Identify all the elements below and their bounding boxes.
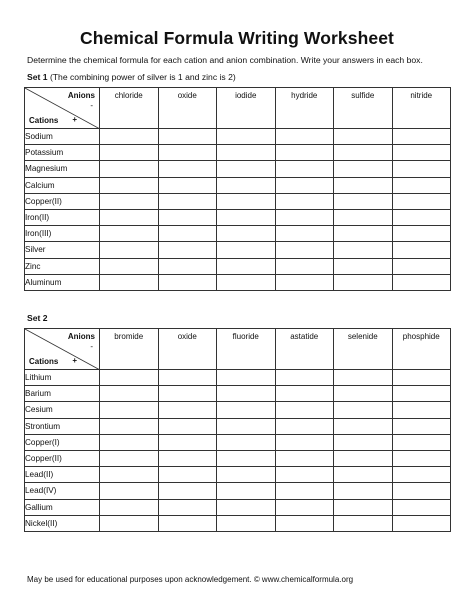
set2-table (24, 328, 451, 532)
answer-cell[interactable] (275, 129, 334, 145)
answer-cell[interactable] (217, 258, 276, 274)
answer-cell[interactable] (100, 274, 159, 290)
answer-cell[interactable] (217, 226, 276, 242)
answer-cell[interactable] (334, 499, 393, 515)
cation-label: Nickel(II) (25, 515, 100, 531)
answer-cell[interactable] (275, 434, 334, 450)
answer-cell[interactable] (334, 370, 393, 386)
answer-cell[interactable] (100, 386, 159, 402)
answer-cell[interactable] (392, 418, 451, 434)
answer-cell[interactable] (392, 226, 451, 242)
answer-cell[interactable] (158, 193, 217, 209)
cation-label: Iron(II) (25, 209, 100, 225)
cation-label: Cesium (25, 402, 100, 418)
answer-cell[interactable] (100, 402, 159, 418)
answer-cell[interactable] (158, 434, 217, 450)
answer-cell[interactable] (217, 386, 276, 402)
anion-header: iodide (217, 88, 276, 129)
cation-label: Strontium (25, 418, 100, 434)
answer-cell[interactable] (217, 161, 276, 177)
answer-cell[interactable] (217, 177, 276, 193)
answer-cell[interactable] (275, 450, 334, 466)
answer-cell[interactable] (392, 177, 451, 193)
set2-heading (27, 313, 48, 323)
answer-cell[interactable] (334, 242, 393, 258)
answer-cell[interactable] (334, 402, 393, 418)
answer-cell[interactable] (392, 402, 451, 418)
answer-cell[interactable] (275, 161, 334, 177)
answer-cell[interactable] (334, 177, 393, 193)
anion-header: phosphide (392, 329, 451, 370)
cation-label: Silver (25, 242, 100, 258)
answer-cell[interactable] (392, 370, 451, 386)
answer-cell[interactable] (158, 145, 217, 161)
corner-cell (25, 329, 100, 370)
answer-cell[interactable] (217, 418, 276, 434)
table-row (25, 467, 451, 483)
answer-cell[interactable] (158, 450, 217, 466)
answer-cell[interactable] (100, 177, 159, 193)
answer-cell[interactable] (392, 129, 451, 145)
answer-cell[interactable] (334, 209, 393, 225)
cation-label: Aluminum (25, 274, 100, 290)
answer-cell[interactable] (334, 193, 393, 209)
cation-label: Calcium (25, 177, 100, 193)
answer-cell[interactable] (275, 402, 334, 418)
answer-cell[interactable] (158, 515, 217, 531)
set1-label: Set 1 (27, 72, 48, 82)
answer-cell[interactable] (100, 418, 159, 434)
answer-cell[interactable] (275, 274, 334, 290)
answer-cell[interactable] (217, 467, 276, 483)
answer-cell[interactable] (275, 499, 334, 515)
corner-anions-label: Anions (67, 91, 95, 100)
answer-cell[interactable] (158, 177, 217, 193)
answer-cell[interactable] (334, 450, 393, 466)
answer-cell[interactable] (100, 499, 159, 515)
answer-cell[interactable] (334, 145, 393, 161)
table-row (25, 209, 451, 225)
table-row (25, 226, 451, 242)
anion-header: hydride (275, 88, 334, 129)
answer-cell[interactable] (100, 226, 159, 242)
answer-cell[interactable] (275, 242, 334, 258)
answer-cell[interactable] (334, 258, 393, 274)
answer-cell[interactable] (275, 145, 334, 161)
cation-label: Zinc (25, 258, 100, 274)
answer-cell[interactable] (217, 242, 276, 258)
table-row (25, 515, 451, 531)
worksheet-title: Chemical Formula Writing Worksheet (80, 28, 394, 48)
answer-cell[interactable] (100, 258, 159, 274)
header-row (25, 88, 451, 129)
answer-cell[interactable] (275, 483, 334, 499)
answer-cell[interactable] (217, 483, 276, 499)
answer-cell[interactable] (100, 370, 159, 386)
answer-cell[interactable] (158, 226, 217, 242)
answer-cell[interactable] (334, 434, 393, 450)
anion-header: chloride (100, 88, 159, 129)
answer-cell[interactable] (392, 450, 451, 466)
anion-header: selenide (334, 329, 393, 370)
cation-label: Iron(III) (25, 226, 100, 242)
table-row (25, 161, 451, 177)
answer-cell[interactable] (217, 434, 276, 450)
answer-cell[interactable] (334, 129, 393, 145)
answer-cell[interactable] (275, 386, 334, 402)
answer-cell[interactable] (392, 467, 451, 483)
answer-cell[interactable] (392, 499, 451, 515)
answer-cell[interactable] (100, 209, 159, 225)
answer-cell[interactable] (100, 483, 159, 499)
answer-cell[interactable] (392, 209, 451, 225)
table-row (25, 193, 451, 209)
answer-cell[interactable] (158, 467, 217, 483)
answer-cell[interactable] (334, 274, 393, 290)
answer-cell[interactable] (275, 226, 334, 242)
corner-cations-label: Cations (29, 116, 59, 125)
corner-anions-label: Anions (67, 332, 95, 341)
answer-cell[interactable] (334, 161, 393, 177)
set1-heading (27, 72, 236, 82)
answer-cell[interactable] (275, 193, 334, 209)
table-row (25, 129, 451, 145)
cation-label: Lithium (25, 370, 100, 386)
answer-cell[interactable] (158, 209, 217, 225)
cation-label: Copper(I) (25, 434, 100, 450)
cation-label: Magnesium (25, 161, 100, 177)
answer-cell[interactable] (217, 515, 276, 531)
answer-cell[interactable] (217, 274, 276, 290)
table-row (25, 242, 451, 258)
footer-text: May be used for educational purposes upon acknowledgement. © www.chemicalformula.org (27, 575, 354, 584)
answer-cell[interactable] (275, 258, 334, 274)
table-row (25, 402, 451, 418)
cation-label: Sodium (25, 129, 100, 145)
anion-header: astatide (275, 329, 334, 370)
answer-cell[interactable] (392, 145, 451, 161)
answer-cell[interactable] (275, 370, 334, 386)
answer-cell[interactable] (100, 145, 159, 161)
table-row (25, 370, 451, 386)
answer-cell[interactable] (217, 209, 276, 225)
corner-plus-sign: + (72, 356, 77, 365)
table-row (25, 499, 451, 515)
corner-minus-sign: - (90, 101, 93, 110)
answer-cell[interactable] (100, 161, 159, 177)
answer-cell[interactable] (217, 370, 276, 386)
answer-cell[interactable] (158, 402, 217, 418)
answer-cell[interactable] (392, 242, 451, 258)
table-row (25, 274, 451, 290)
anion-header: fluoride (217, 329, 276, 370)
corner-plus-sign: + (72, 115, 77, 124)
anion-header: nitride (392, 88, 451, 129)
cation-label: Copper(II) (25, 193, 100, 209)
table-row (25, 418, 451, 434)
anion-header: sulfide (334, 88, 393, 129)
answer-cell[interactable] (158, 258, 217, 274)
cation-label: Lead(IV) (25, 483, 100, 499)
answer-cell[interactable] (392, 161, 451, 177)
answer-cell[interactable] (158, 418, 217, 434)
header-row (25, 329, 451, 370)
table-row (25, 483, 451, 499)
answer-cell[interactable] (392, 274, 451, 290)
table-row (25, 434, 451, 450)
answer-cell[interactable] (100, 434, 159, 450)
answer-cell[interactable] (100, 515, 159, 531)
answer-cell[interactable] (217, 499, 276, 515)
answer-cell[interactable] (217, 145, 276, 161)
table-row (25, 258, 451, 274)
answer-cell[interactable] (100, 467, 159, 483)
answer-cell[interactable] (217, 450, 276, 466)
answer-cell[interactable] (100, 129, 159, 145)
corner-cations-label: Cations (29, 357, 59, 366)
corner-cell (25, 88, 100, 129)
answer-cell[interactable] (334, 418, 393, 434)
answer-cell[interactable] (275, 177, 334, 193)
answer-cell[interactable] (217, 402, 276, 418)
answer-cell[interactable] (100, 193, 159, 209)
answer-cell[interactable] (158, 274, 217, 290)
answer-cell[interactable] (334, 226, 393, 242)
set2-label: Set 2 (27, 313, 48, 323)
answer-cell[interactable] (158, 129, 217, 145)
answer-cell[interactable] (392, 483, 451, 499)
answer-cell[interactable] (158, 242, 217, 258)
table-row (25, 145, 451, 161)
anion-header: oxide (158, 329, 217, 370)
answer-cell[interactable] (158, 483, 217, 499)
answer-cell[interactable] (334, 386, 393, 402)
cation-label: Barium (25, 386, 100, 402)
cation-label: Gallium (25, 499, 100, 515)
table-row (25, 177, 451, 193)
answer-cell[interactable] (275, 467, 334, 483)
instructions-text: Determine the chemical formula for each cation and anion combination. Write your answers in each box. (27, 55, 423, 65)
cation-label: Lead(II) (25, 467, 100, 483)
answer-cell[interactable] (217, 193, 276, 209)
set1-note: (The combining power of silver is 1 and zinc is 2) (49, 72, 236, 82)
answer-cell[interactable] (392, 193, 451, 209)
anion-header: bromide (100, 329, 159, 370)
corner-minus-sign: - (90, 342, 93, 351)
answer-cell[interactable] (392, 386, 451, 402)
answer-cell[interactable] (334, 467, 393, 483)
answer-cell[interactable] (392, 515, 451, 531)
answer-cell[interactable] (158, 386, 217, 402)
answer-cell[interactable] (392, 434, 451, 450)
anion-header: oxide (158, 88, 217, 129)
answer-cell[interactable] (392, 258, 451, 274)
table-row (25, 386, 451, 402)
answer-cell[interactable] (158, 370, 217, 386)
set1-table (24, 87, 451, 291)
answer-cell[interactable] (158, 499, 217, 515)
answer-cell[interactable] (275, 515, 334, 531)
answer-cell[interactable] (217, 129, 276, 145)
answer-cell[interactable] (275, 418, 334, 434)
answer-cell[interactable] (334, 515, 393, 531)
cation-label: Potassium (25, 145, 100, 161)
answer-cell[interactable] (100, 450, 159, 466)
answer-cell[interactable] (334, 483, 393, 499)
answer-cell[interactable] (100, 242, 159, 258)
answer-cell[interactable] (158, 161, 217, 177)
table-row (25, 450, 451, 466)
cation-label: Copper(II) (25, 450, 100, 466)
answer-cell[interactable] (275, 209, 334, 225)
